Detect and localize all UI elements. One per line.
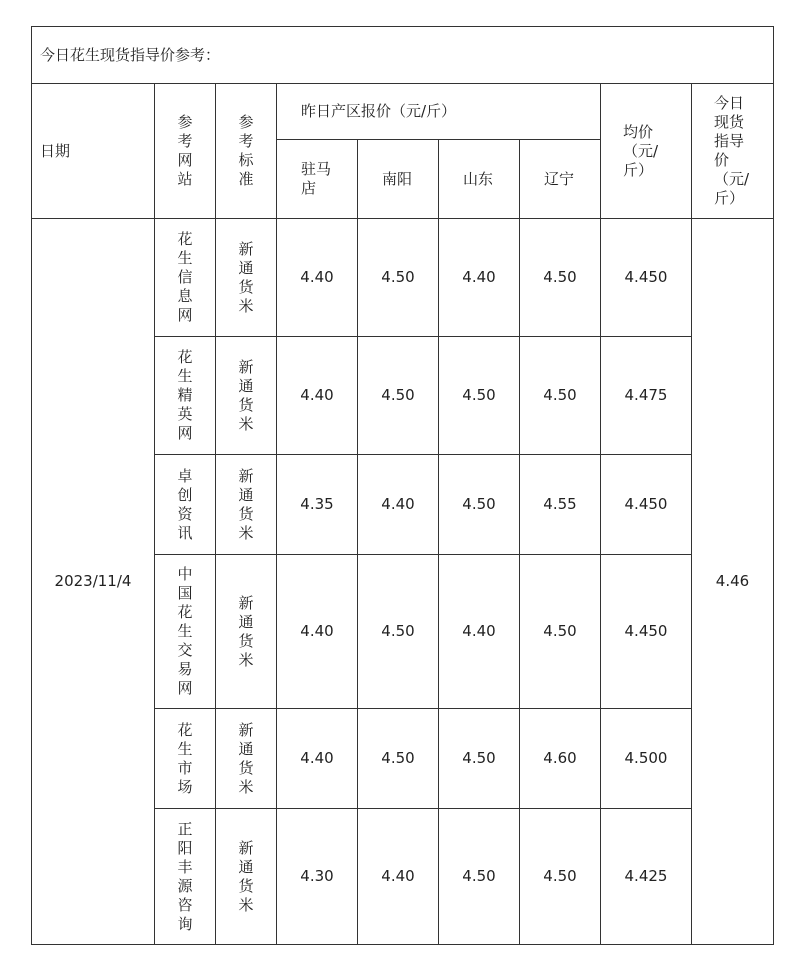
header-date: 日期: [32, 84, 155, 219]
price-liaoning: 4.60: [520, 709, 601, 809]
price-shandong: 4.50: [439, 455, 520, 555]
site-cell: 中国花生交易网: [155, 555, 216, 709]
price-avg: 4.500: [601, 709, 692, 809]
price-shandong: 4.40: [439, 219, 520, 337]
site-cell: 花生精英网: [155, 337, 216, 455]
site-cell: 正阳丰源咨询: [155, 809, 216, 945]
price-nanyang: 4.50: [358, 337, 439, 455]
standard-cell: 新通货米: [216, 709, 277, 809]
price-table: [31, 26, 774, 945]
header-standard: 参考标准: [216, 84, 277, 219]
header-region-shandong: 山东: [439, 140, 520, 219]
price-avg: 4.450: [601, 455, 692, 555]
price-zhumadian: 4.30: [277, 809, 358, 945]
price-shandong: 4.50: [439, 809, 520, 945]
header-region-nanyang: 南阳: [358, 140, 439, 219]
price-zhumadian: 4.40: [277, 555, 358, 709]
standard-cell: 新通货米: [216, 555, 277, 709]
site-cell: 卓创资讯: [155, 455, 216, 555]
price-sheet: [31, 26, 774, 945]
standard-cell: 新通货米: [216, 455, 277, 555]
price-zhumadian: 4.35: [277, 455, 358, 555]
header-region-liaoning: 辽宁: [520, 140, 601, 219]
price-shandong: 4.40: [439, 555, 520, 709]
price-avg: 4.450: [601, 219, 692, 337]
price-liaoning: 4.55: [520, 455, 601, 555]
header-site: 参考网站: [155, 84, 216, 219]
header-yesterday-group: 昨日产区报价（元/斤）: [277, 84, 601, 140]
price-liaoning: 4.50: [520, 809, 601, 945]
header-avg: 均价（元/斤）: [601, 84, 692, 219]
price-shandong: 4.50: [439, 709, 520, 809]
price-nanyang: 4.40: [358, 455, 439, 555]
price-zhumadian: 4.40: [277, 219, 358, 337]
site-cell: 花生市场: [155, 709, 216, 809]
header-region-zhumadian: 驻马店: [277, 140, 358, 219]
price-liaoning: 4.50: [520, 555, 601, 709]
price-zhumadian: 4.40: [277, 709, 358, 809]
price-liaoning: 4.50: [520, 219, 601, 337]
sheet-title: 今日花生现货指导价参考：: [32, 27, 774, 84]
price-nanyang: 4.50: [358, 219, 439, 337]
price-liaoning: 4.50: [520, 337, 601, 455]
price-shandong: 4.50: [439, 337, 520, 455]
price-nanyang: 4.40: [358, 809, 439, 945]
today-price-cell: 4.46: [692, 219, 774, 945]
price-nanyang: 4.50: [358, 709, 439, 809]
price-nanyang: 4.50: [358, 555, 439, 709]
price-avg: 4.450: [601, 555, 692, 709]
price-avg: 4.425: [601, 809, 692, 945]
table-row: [32, 219, 774, 337]
standard-cell: 新通货米: [216, 809, 277, 945]
site-cell: 花生信息网: [155, 219, 216, 337]
date-cell: 2023/11/4: [32, 219, 155, 945]
standard-cell: 新通货米: [216, 219, 277, 337]
price-avg: 4.475: [601, 337, 692, 455]
price-zhumadian: 4.40: [277, 337, 358, 455]
standard-cell: 新通货米: [216, 337, 277, 455]
header-today-price: 今日现货指导价（元/斤）: [692, 84, 774, 219]
